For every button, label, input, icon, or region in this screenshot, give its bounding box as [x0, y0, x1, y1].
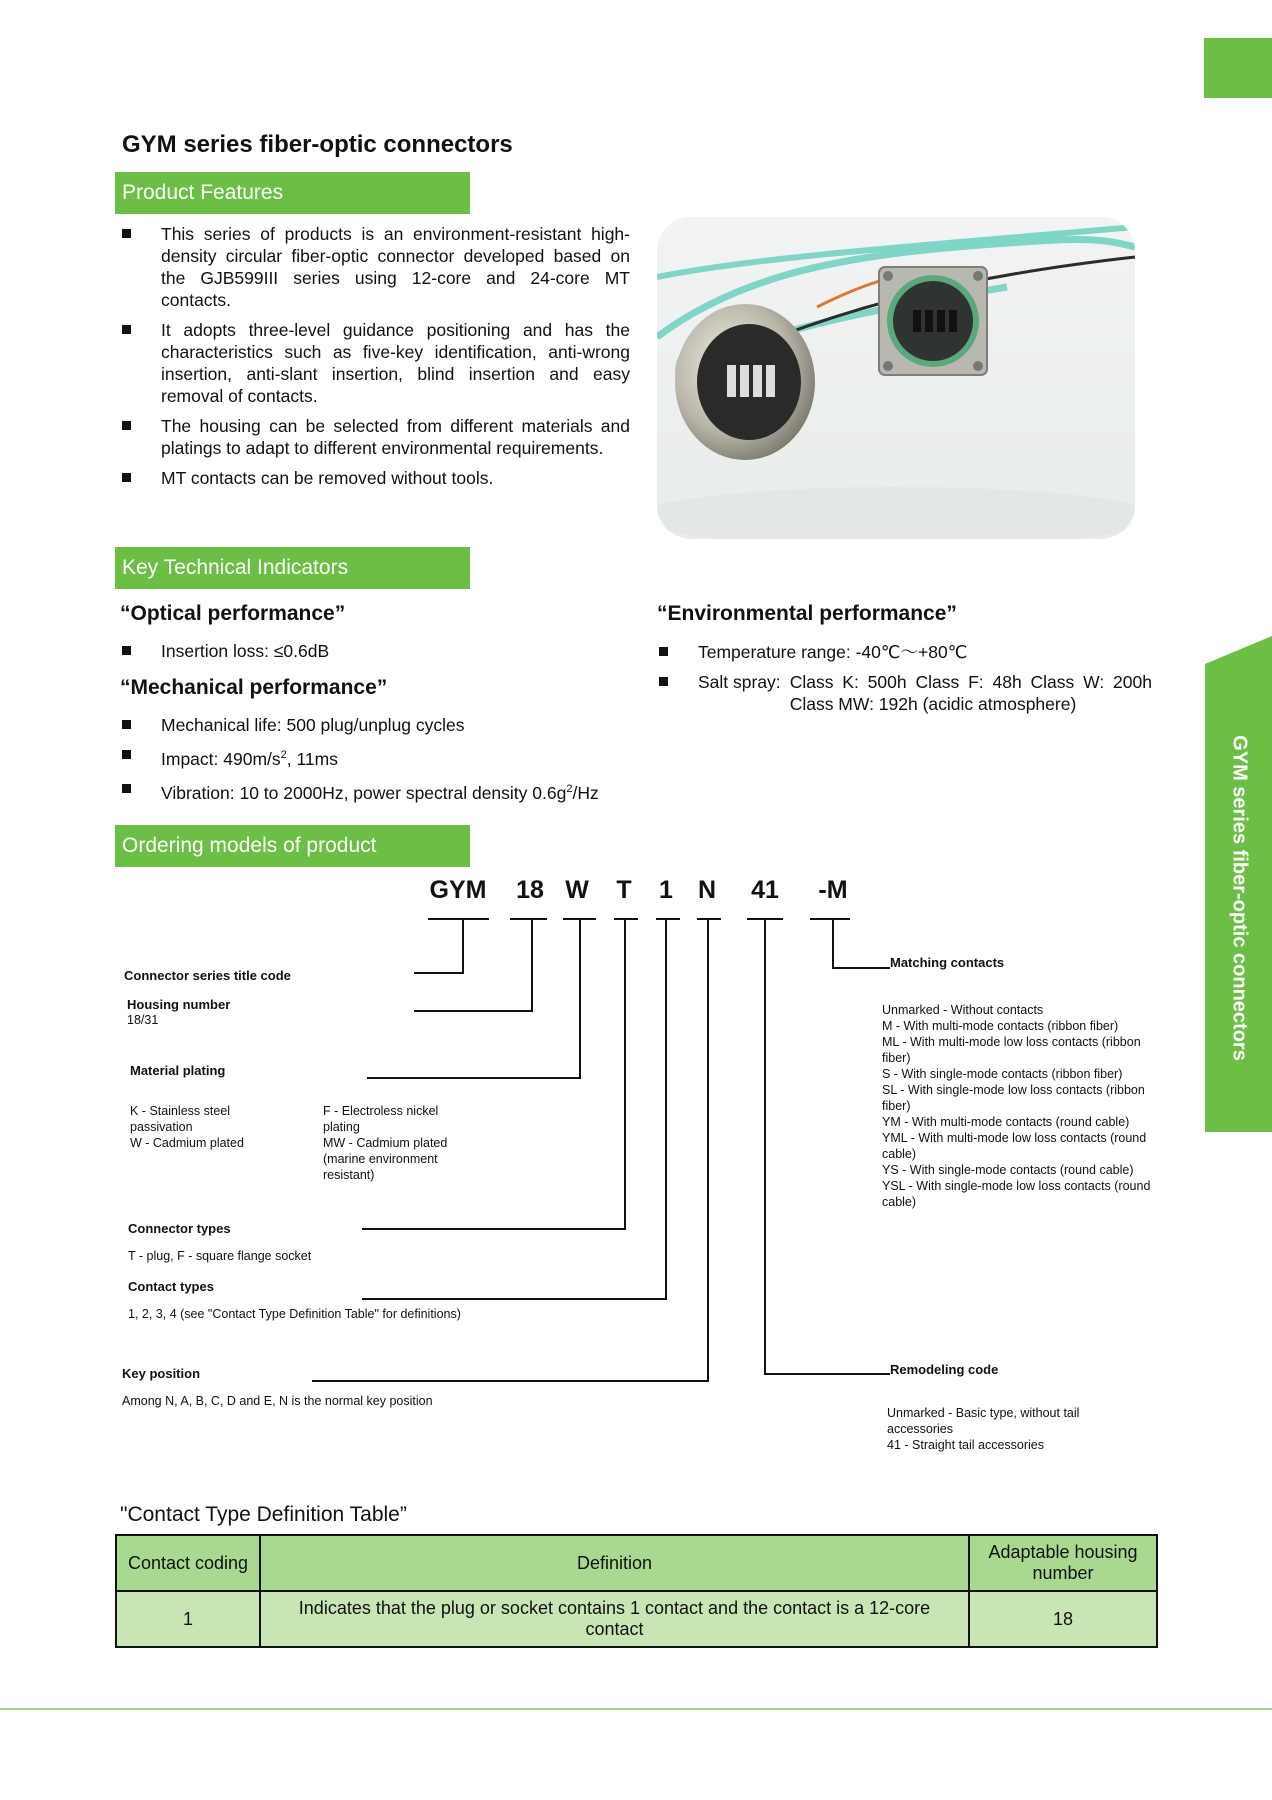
list-item: It adopts three-level guidance positioning and has the characteristics such as five-key identification, anti-wrong insertion, anti-slant insertion, blind insertion and easy removal of contacts.	[115, 319, 630, 407]
list-item: Insertion loss: ≤0.6dB	[115, 640, 630, 662]
mechanical-list	[115, 714, 630, 812]
list-item: Vibration: 10 to 2000Hz, power spectral density $0.6g^2/Hz$	[115, 778, 630, 804]
environmental-list	[652, 641, 1152, 723]
list-item: Impact: $490m/s^2$, 11ms	[115, 744, 630, 770]
code-matching: -M	[818, 876, 848, 904]
code-connector-type: T	[616, 876, 632, 904]
list-item: Salt spray: Class K: 500h Class F: 48h Class W: 200h Class MW: 192h (acidic atmosphere)	[652, 671, 1152, 715]
mechanical-title: “Mechanical performance”	[120, 676, 388, 699]
code-key-position: N	[697, 876, 717, 904]
side-tab: GYM series fiber-optic connectors	[1228, 735, 1250, 1061]
material-options-right: F - Electroless nickel plating MW - Cadmium plated (marine environment resistant)	[323, 1104, 448, 1182]
contact-type-label: Contact types	[128, 1279, 214, 1294]
list-item: This series of products is an environment-resistant high-density circular fiber-optic connector developed based on the GJB599III series using 12-core and 24-core MT contacts.	[115, 223, 630, 311]
footer-rule	[0, 1708, 1272, 1710]
list-item: MT contacts can be removed without tools.	[115, 467, 630, 489]
optical-title: “Optical performance”	[120, 602, 346, 625]
matching-values: Unmarked - Without contacts M - With multi-mode contacts (ribbon fiber) ML - With multi-mode low loss contacts (ribbon fiber) S - With single-mode contacts (ribbon fiber) SL - With single-mode low loss contacts (ribbon fiber) YM - With multi-mode contacts (round cable) YML - With multi-mode low loss contacts (round cable) YS - With single-mode contacts (round cable) YSL - With single-mode low loss contacts (round cable)	[882, 1003, 1151, 1209]
page-title: GYM series fiber-optic connectors	[122, 131, 513, 158]
code-material: W	[565, 876, 589, 904]
list-item: Mechanical life: 500 plug/unplug cycles	[115, 714, 630, 736]
table-row	[116, 1591, 1157, 1647]
optical-list	[115, 640, 630, 670]
product-photo	[657, 217, 1135, 539]
housing-values: 18/31	[127, 1013, 159, 1027]
table-cell: 18	[969, 1591, 1157, 1647]
table-header: Adaptable housing number	[969, 1535, 1157, 1591]
table-header-row	[116, 1535, 1157, 1591]
contact-type-table	[115, 1534, 1158, 1648]
key-values: Among N, A, B, C, D and E, N is the normal key position	[122, 1394, 433, 1408]
features-list	[115, 223, 630, 497]
corner-tab	[1204, 38, 1272, 98]
code-series: GYM	[429, 876, 487, 904]
conn-type-label: Connector types	[128, 1221, 231, 1236]
code-housing: 18	[516, 876, 544, 904]
material-label: Material plating	[130, 1063, 226, 1078]
table-cell: 1	[116, 1591, 260, 1647]
environmental-title: “Environmental performance”	[657, 602, 957, 625]
list-item: The housing can be selected from different materials and platings to adapt to different environmental requirements.	[115, 415, 630, 459]
key-label: Key position	[122, 1366, 201, 1381]
ordering-heading: Ordering models of product	[115, 825, 470, 867]
contact-type-values: 1, 2, 3, 4 (see "Contact Type Definition Table" for definitions)	[128, 1307, 461, 1321]
code-contact-type: 1	[659, 876, 673, 904]
table-cell: Indicates that the plug or socket contains 1 contact and the contact is a 12-core contact	[260, 1591, 969, 1647]
series-label: Connector series title code	[124, 968, 291, 983]
list-item: Temperature range: -40℃～+80℃	[652, 641, 1152, 663]
indicators-heading: Key Technical Indicators	[115, 547, 470, 589]
matching-label: Matching contacts	[890, 955, 1005, 970]
table-caption: "Contact Type Definition Table”	[120, 1503, 407, 1526]
table-header: Definition	[260, 1535, 969, 1591]
conn-type-values: T - plug, F - square flange socket	[128, 1249, 312, 1263]
code-remodel: 41	[751, 876, 779, 904]
material-options-left: K - Stainless steel passivation W - Cadmium plated	[130, 1104, 244, 1150]
remodel-values: Unmarked - Basic type, without tail accessories 41 - Straight tail accessories	[887, 1406, 1080, 1452]
housing-label: Housing number	[127, 997, 231, 1012]
features-heading: Product Features	[115, 172, 470, 214]
remodel-label: Remodeling code	[890, 1362, 999, 1377]
table-header: Contact coding	[116, 1535, 260, 1591]
